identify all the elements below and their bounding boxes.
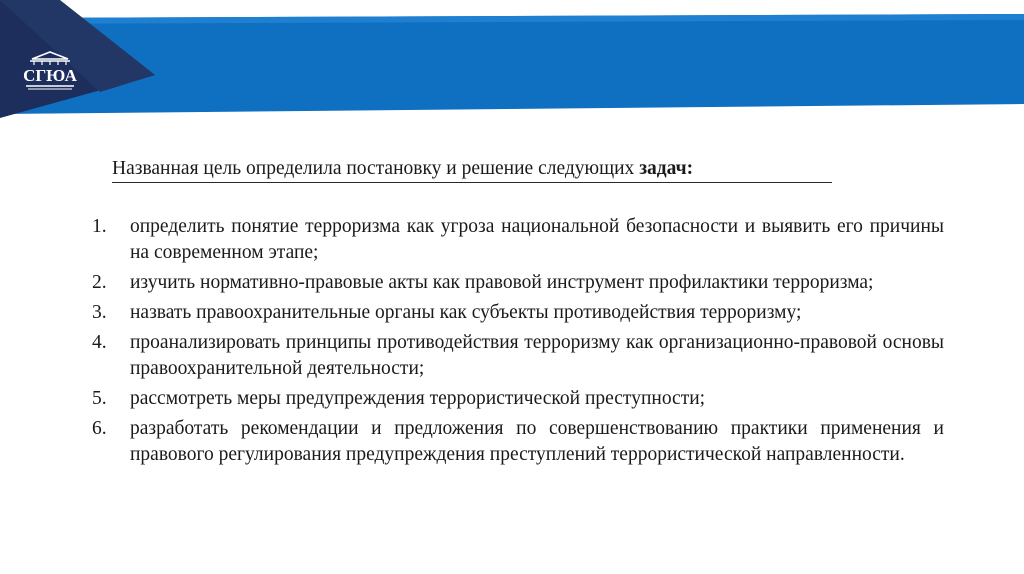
task-text: назвать правоохранительные органы как субъекты противодействия терроризму; — [130, 302, 802, 323]
task-item — [92, 386, 944, 412]
task-text: разработать рекомендации и предложения по совершенствованию практики применения и правового регулирования предупреждения преступлений террористической направленности. — [130, 418, 944, 465]
task-number: 3. — [92, 302, 107, 323]
task-item — [92, 300, 944, 326]
task-number: 5. — [92, 388, 107, 409]
intro-bold-text: задач: — [639, 158, 694, 179]
task-item — [92, 330, 944, 382]
intro-text: Названная цель определила постановку и решение следующих — [112, 158, 640, 179]
task-text: изучить нормативно-правовые акты как правовой инструмент профилактики терроризма; — [130, 272, 874, 293]
task-number: 4. — [92, 332, 107, 353]
task-item — [92, 214, 944, 266]
task-number: 6. — [92, 418, 107, 439]
task-text: определить понятие терроризма как угроза национальной безопасности и выявить его причины на современном этапе; — [130, 216, 944, 263]
task-item — [92, 270, 944, 296]
intro-sentence — [112, 158, 832, 183]
logo-text: СГЮА — [23, 66, 77, 85]
task-text: рассмотреть меры предупреждения террористической преступности; — [130, 388, 706, 409]
task-list — [92, 214, 944, 472]
header-blue-bar — [0, 14, 1024, 114]
logo — [18, 48, 82, 92]
header-banner — [0, 0, 1024, 120]
task-text: проанализировать принципы противодействия терроризму как организационно-правовой основы правоохранительной деятельности; — [130, 332, 944, 379]
task-number: 2. — [92, 272, 107, 293]
task-number: 1. — [92, 216, 107, 237]
task-item — [92, 416, 944, 468]
